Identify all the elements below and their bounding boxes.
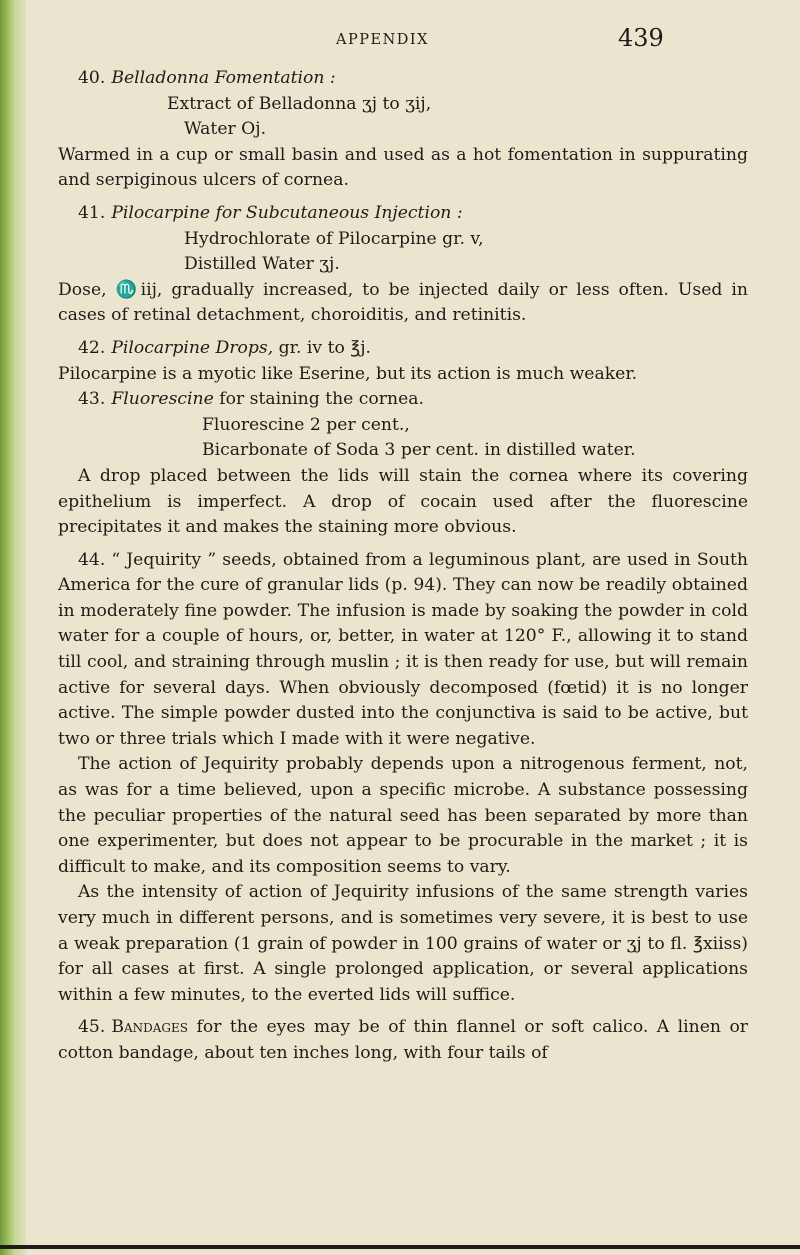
- paragraph: As the intensity of action of Jequirity infusions of the same strength varies very much in different persons, and is sometimes very severe, it is best to use a weak preparation (1 grain of powder in 100 grains of water or ʒj to fl. ℥xiiss) for all cases at first. A single prolonged application, or several applications within a few minutes, to the everted lids will suffice.: [58, 882, 748, 1005]
- section-43-heading: [58, 387, 748, 413]
- section-number: 44.: [78, 549, 106, 570]
- page-number: 439: [618, 24, 664, 52]
- section-title: Bandages: [111, 1017, 188, 1038]
- paragraph: Pilocarpine is a myotic like Eserine, but its action is much weaker.: [58, 363, 638, 384]
- section-41-heading: [58, 201, 748, 227]
- book-spine-edge: [0, 0, 26, 1255]
- paragraph-text: for the eyes may be of thin flannel or soft calico. A linen or cotton bandage, about ten inches long, with four tails of: [58, 1017, 749, 1063]
- paragraph: The action of Jequirity probably depends upon a nitrogenous ferment, not, as was for a time believed, upon a specific microbe. A substance possessing the peculiar properties of the natural seed has been separated by more than one experimenter, but does not appear to be procurable in the market ; it is difficult to make, and its composition seems to vary.: [58, 754, 748, 877]
- page-body: [58, 66, 748, 1067]
- section-number: 41.: [78, 202, 106, 223]
- paragraph: A drop placed between the lids will stain the cornea where its covering epithelium is imperfect. A drop of cocain used after the fluorescine precipitates it and makes the staining more obvious.: [58, 465, 748, 538]
- formula-line: Distilled Water ʒj.: [184, 254, 340, 275]
- section-number: 43.: [78, 389, 106, 410]
- section-number: 42.: [78, 337, 106, 358]
- formula-line: Hydrochlorate of Pilocarpine gr. v,: [184, 228, 484, 249]
- section-number: 40.: [78, 68, 106, 88]
- formula-line: Extract of Belladonna ʒj to ʒij,: [167, 93, 432, 114]
- formula-line: Fluorescine 2 per cent.,: [202, 414, 410, 435]
- paragraph: Warmed in a cup or small basin and used as a hot fomentation in suppurating and serpiginous ulcers of cornea.: [58, 144, 748, 191]
- section-title-rest: gr. iv to ℥j.: [278, 337, 372, 358]
- paragraph: Dose, ♏iij, gradually increased, to be injected daily or less often. Used in cases of retinal detachment, choroiditis, and retinitis.: [58, 279, 748, 326]
- paragraph-text: “ Jequirity ” seeds, obtained from a leguminous plant, are used in South America for the cure of granular lids (p. 94). They can now be readily obtained in moderately fine powder. The infusion is made by soaking the powder in cold water for a couple of hours, or, better, in water at 120° F., allowing it to stand till cool, and straining through muslin ; it is then ready for use, but will remain active for several days. When obviously decomposed (fœtid) it is no longer active. The simple powder dusted into the conjunctiva is said to be active, but two or three trials which I made with it were negative.: [58, 549, 748, 749]
- section-number: 45.: [78, 1017, 106, 1038]
- section-title: Belladonna Fomentation :: [111, 68, 336, 88]
- section-40-heading: [58, 66, 748, 92]
- section-title: Fluorescine: [111, 389, 214, 410]
- section-title-rest: for staining the cornea.: [219, 389, 424, 410]
- running-header: [0, 24, 800, 54]
- formula-line: Water Oj.: [184, 119, 267, 140]
- running-title: APPENDIX: [336, 32, 429, 48]
- section-title: Pilocarpine Drops,: [111, 337, 274, 358]
- formula-line: Bicarbonate of Soda 3 per cent. in distilled water.: [202, 440, 636, 461]
- section-45-paragraph: [58, 1015, 748, 1066]
- section-title: Pilocarpine for Subcutaneous Injection :: [111, 202, 463, 223]
- section-42-heading: [58, 336, 748, 362]
- bottom-rule: [0, 1245, 800, 1249]
- section-44-paragraph: [58, 548, 748, 753]
